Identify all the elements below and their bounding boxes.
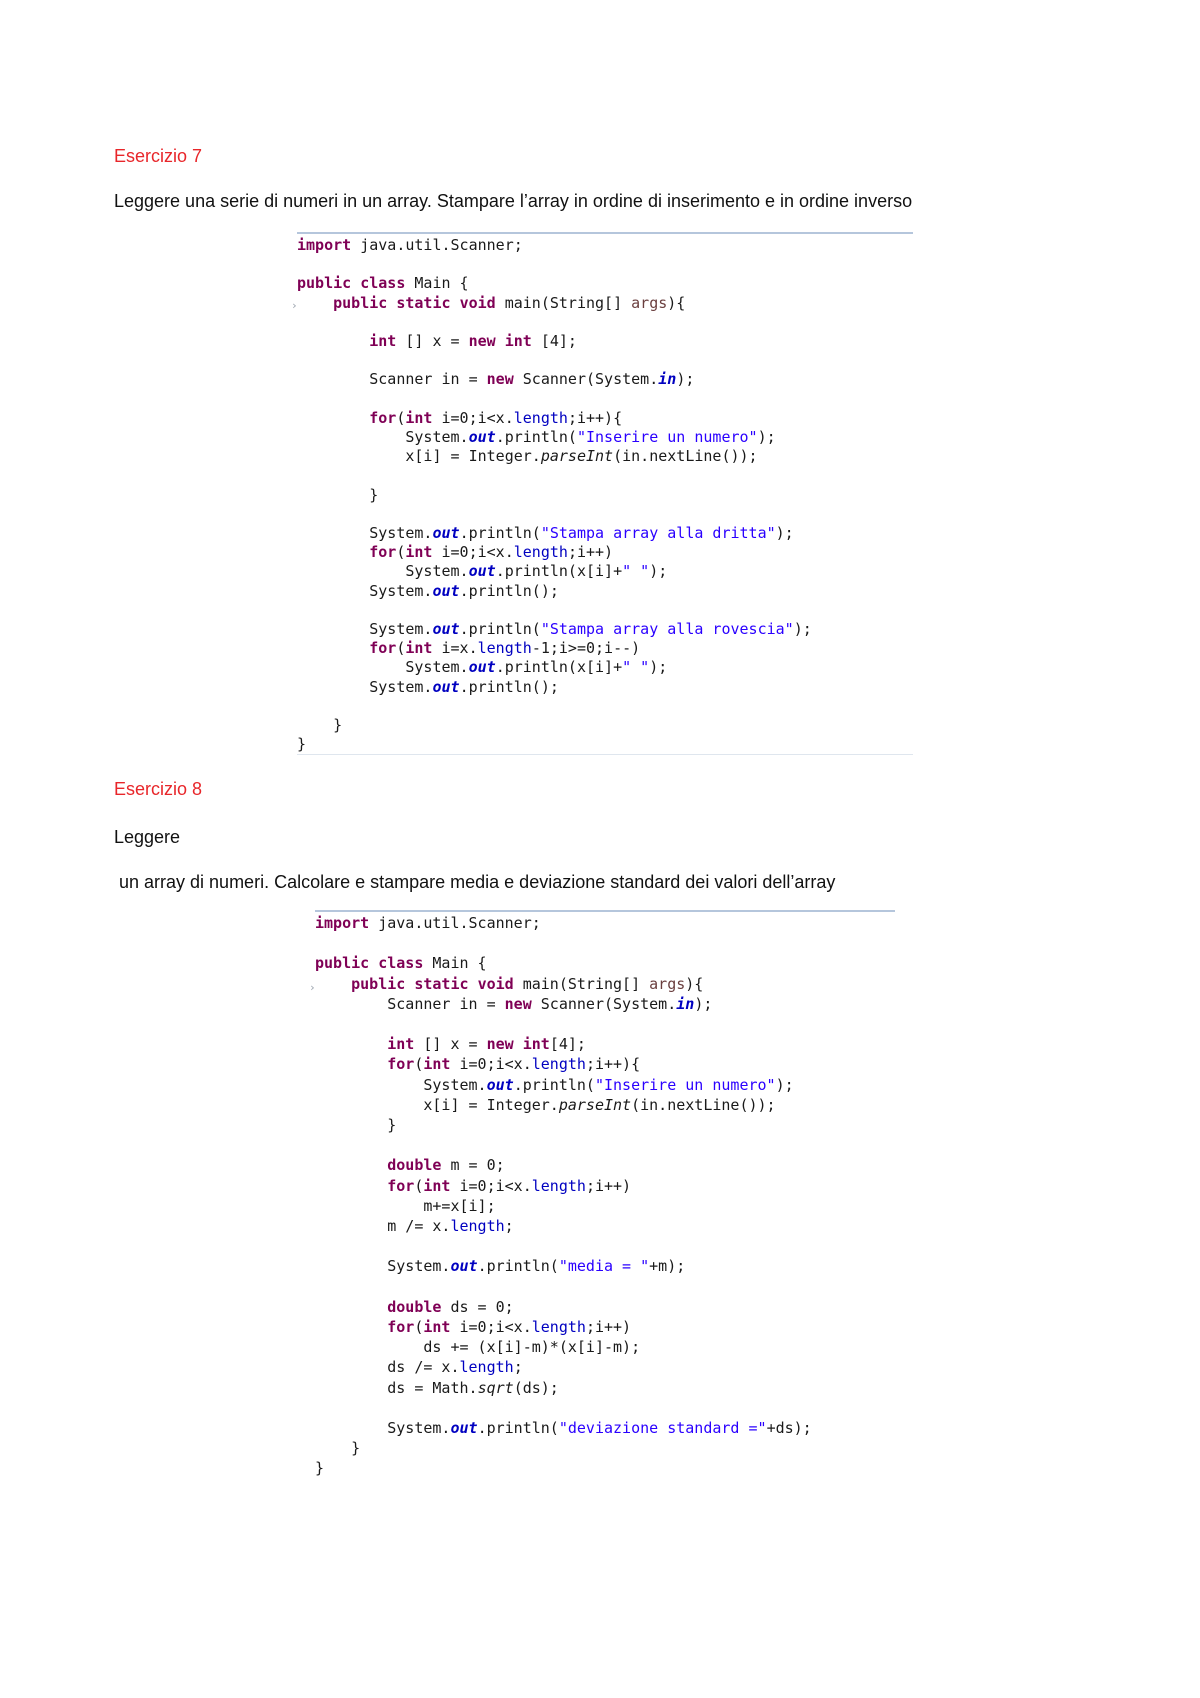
code-line: ds = Math.sqrt(ds);	[315, 1378, 559, 1397]
code-line: for(int i=0;i<x.length;i++)	[387, 1176, 632, 1195]
code-line: public static void main(String[] args){	[333, 293, 686, 312]
exercise-7-text: Leggere una serie di numeri in un array. Stampare l’array in ordine di inserimento e in ordine inverso	[114, 191, 913, 211]
code-block-top-border	[315, 910, 895, 912]
fold-marker-icon: ›	[309, 981, 316, 994]
code-line: }	[315, 1439, 361, 1458]
exercise-8-text-line-1: Leggere	[114, 827, 181, 847]
code-line: System.out.println("media = "+m);	[315, 1257, 686, 1276]
code-line: x[i] = Integer.parseInt(in.nextLine());	[297, 447, 758, 466]
code-line: for(int i=0;i<x.length;i++)	[369, 543, 614, 562]
exercise-7-title: Esercizio 7	[114, 146, 203, 166]
exercise-8-title: Esercizio 8	[114, 779, 203, 799]
exercise-8-text-line-2: un array di numeri. Calcolare e stampare media e deviazione standard dei valori dell’array	[119, 872, 836, 892]
code-line: m /= x.length;	[315, 1217, 514, 1235]
code-line: Scanner in = new Scanner(System.in);	[297, 370, 695, 389]
code-line: for(int i=x.length-1;i>=0;i--)	[369, 639, 641, 658]
code-line: public class Main {	[315, 954, 487, 973]
code-line: }	[297, 716, 343, 734]
code-line: for(int i=0;i<x.length;i++){	[369, 408, 623, 427]
code-block-exercise-7	[291, 236, 913, 756]
code-line: import java.util.Scanner;	[315, 914, 541, 932]
code-line: import java.util.Scanner;	[297, 236, 523, 254]
code-line: System.out.println();	[297, 677, 559, 696]
code-line: x[i] = Integer.parseInt(in.nextLine());	[315, 1095, 776, 1114]
code-line: System.out.println();	[297, 581, 559, 600]
code-line: System.out.println("Stampa array alla rovescia");	[297, 620, 812, 638]
code-line: ds /= x.length;	[315, 1358, 523, 1377]
code-line: m+=x[i];	[315, 1196, 496, 1215]
code-line: }	[315, 1459, 325, 1478]
code-line: double ds = 0;	[387, 1297, 514, 1316]
code-line: }	[297, 485, 379, 504]
code-line: for(int i=0;i<x.length;i++)	[387, 1318, 632, 1336]
code-line: }	[297, 735, 307, 754]
code-block-bottom-border	[297, 754, 913, 755]
code-line: System.out.println("Inserire un numero");	[297, 428, 776, 446]
code-block-exercise-8	[309, 914, 895, 1484]
code-line: System.out.println("Stampa array alla dritta");	[297, 524, 794, 542]
code-line: System.out.println("deviazione standard ="+ds);	[315, 1419, 812, 1437]
code-line: public static void main(String[] args){	[351, 974, 704, 993]
code-line: public class Main {	[297, 274, 469, 293]
code-line: System.out.println("Inserire un numero");	[315, 1075, 794, 1094]
code-line: System.out.println(x[i]+" ");	[297, 658, 668, 677]
code-line: ds += (x[i]-m)*(x[i]-m);	[315, 1338, 641, 1357]
code-line: int [] x = new int [4];	[369, 332, 577, 350]
fold-marker-icon: ›	[291, 299, 298, 312]
code-line: System.out.println(x[i]+" ");	[297, 562, 668, 581]
code-line: int [] x = new int[4];	[387, 1035, 586, 1054]
code-line: Scanner in = new Scanner(System.in);	[315, 994, 713, 1013]
code-line: for(int i=0;i<x.length;i++){	[387, 1055, 641, 1074]
code-line: }	[315, 1116, 397, 1134]
code-line: double m = 0;	[387, 1156, 505, 1175]
code-block-top-border	[297, 232, 913, 234]
